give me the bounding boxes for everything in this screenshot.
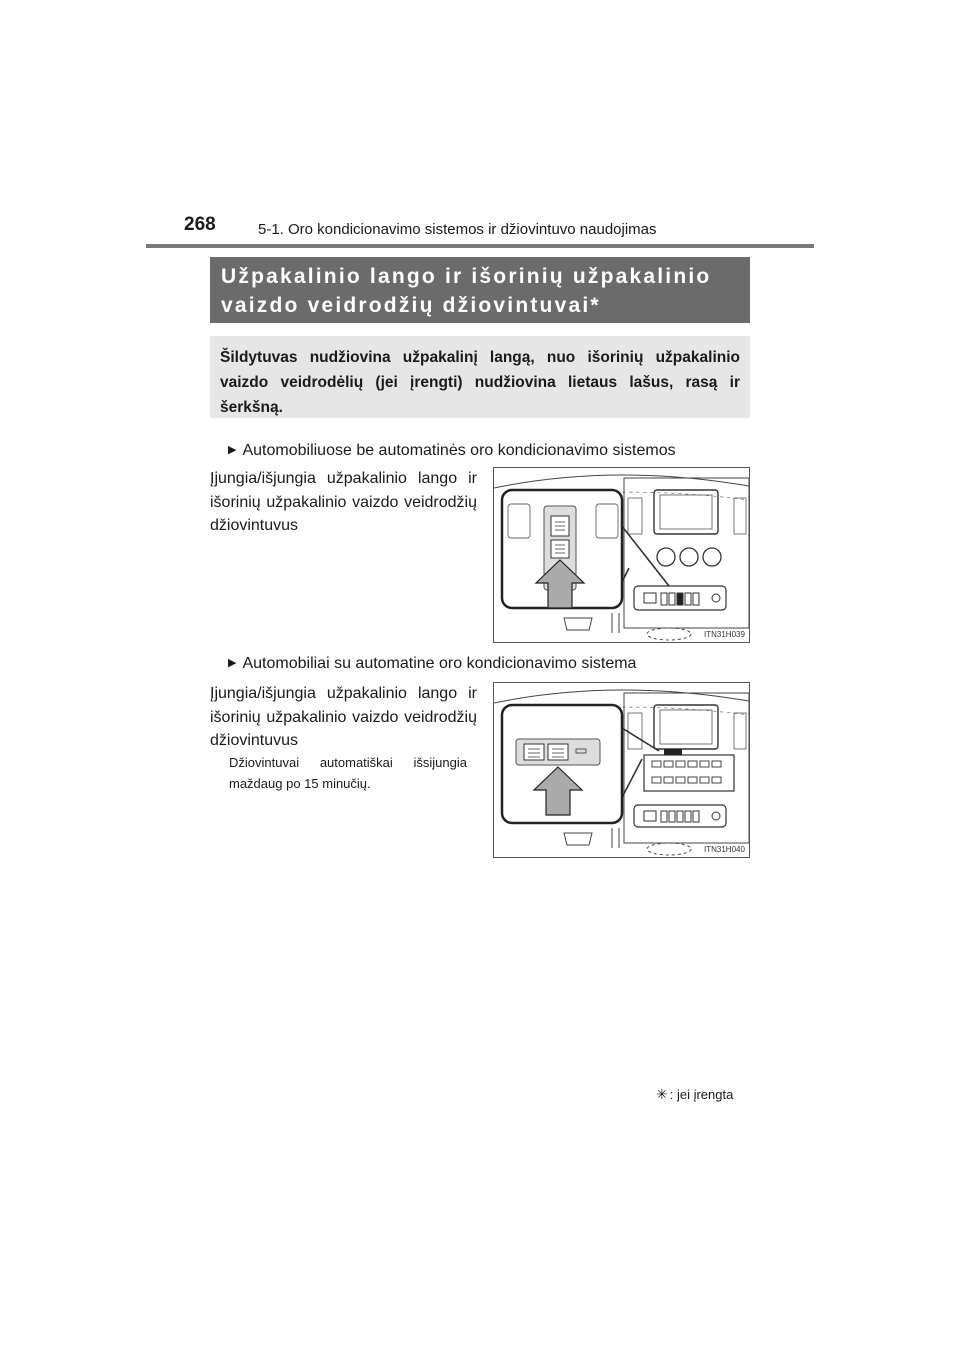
section-title: 5-1. Oro kondicionavimo sistemos ir džiovintuvo naudojimas [258, 221, 657, 238]
triangle-right-icon: ▶ [228, 657, 237, 669]
header-divider [146, 244, 814, 248]
page-title-line-2: vaizdo veidrodžių džiovintuvai* [221, 294, 601, 317]
intro-text: Šildytuvas nudžiovina užpakalinį langą, nuo išorinių užpakalinio vaizdo veidrodėlių (jei įrengti) nudžiovina lietaus lašus, rasą ir šerkšną. [210, 336, 750, 418]
section-1-heading-text: Automobiliuose be automatinės oro kondicionavimo sistemos [242, 442, 676, 459]
section-1-description: Įjungia/išjungia užpakalinio lango ir išorinių užpakalinio vaizdo veidrodžių džiovintuvus [210, 470, 477, 534]
figure-auto-ac-panel [493, 682, 750, 858]
page-title-line-1: Užpakalinio lango ir išorinių užpakalinio [221, 265, 712, 288]
figure-manual-ac-panel [493, 467, 750, 643]
section-2-heading [228, 652, 636, 675]
footnote-text: : jei įrengta [669, 1087, 734, 1102]
dashboard-illustration-1 [494, 468, 749, 642]
figure-code-1: ITN31H039 [704, 630, 745, 639]
section-2-heading-text: Automobiliai su automatine oro kondicionavimo sistema [242, 655, 637, 672]
section-2-description: Įjungia/išjungia užpakalinio lango ir išorinių užpakalinio vaizdo veidrodžių džiovintuvus [210, 685, 477, 749]
rear-window-defogger-icon [524, 744, 544, 760]
section-2-note: Džiovintuvai automatiškai išsijungia maždaug po 15 minučių. [229, 755, 467, 791]
dashboard-illustration-2 [494, 683, 749, 857]
asterisk-icon: ✳ [656, 1086, 668, 1102]
section-1-heading [228, 439, 676, 462]
page-title [210, 257, 750, 323]
footnote [656, 1086, 733, 1103]
page-number: 268 [184, 214, 216, 235]
figure-code-2: ITN31H040 [704, 845, 745, 854]
triangle-right-icon: ▶ [228, 444, 237, 456]
